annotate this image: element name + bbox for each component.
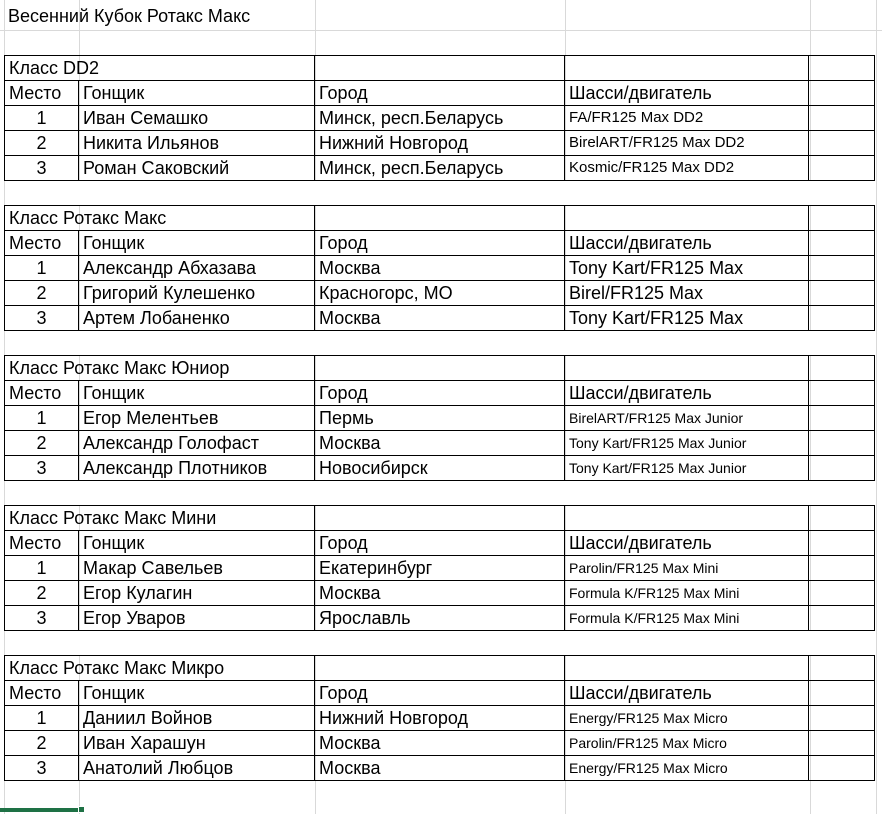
empty-cell[interactable] — [79, 331, 315, 356]
class-name-row — [5, 656, 875, 681]
chassis-cell[interactable]: Birel/FR125 Max — [565, 281, 809, 306]
city-cell[interactable]: Москва — [315, 431, 565, 456]
header-place[interactable]: Место — [5, 681, 79, 706]
empty-cell[interactable] — [5, 331, 79, 356]
place-cell[interactable]: 1 — [5, 706, 79, 731]
empty-cell[interactable] — [809, 356, 875, 381]
empty-cell[interactable] — [5, 631, 79, 656]
place-cell[interactable]: 3 — [5, 756, 79, 781]
empty-cell[interactable] — [5, 481, 79, 506]
class-name-row — [5, 356, 875, 381]
empty-cell[interactable] — [315, 631, 565, 656]
empty-cell[interactable] — [809, 306, 875, 331]
header-city[interactable]: Город — [315, 681, 565, 706]
header-row — [5, 81, 875, 106]
empty-cell[interactable] — [315, 206, 565, 231]
driver-cell[interactable]: Макар Савельев — [79, 556, 315, 581]
chassis-cell[interactable]: BirelART/FR125 Max DD2 — [565, 131, 809, 156]
table-row — [5, 756, 875, 781]
empty-cell[interactable] — [809, 331, 875, 356]
selected-cell-indicator — [0, 808, 80, 812]
empty-cell[interactable] — [809, 256, 875, 281]
city-cell[interactable]: Екатеринбург — [315, 556, 565, 581]
empty-cell[interactable] — [809, 681, 875, 706]
fill-handle[interactable] — [78, 806, 85, 813]
chassis-cell[interactable]: Formula K/FR125 Max Mini — [565, 581, 809, 606]
header-place[interactable]: Место — [5, 531, 79, 556]
class-name-cell[interactable]: Класс DD2 — [5, 56, 315, 81]
empty-cell[interactable] — [79, 181, 315, 206]
class-name-row — [5, 506, 875, 531]
header-city[interactable]: Город — [315, 381, 565, 406]
empty-cell[interactable] — [565, 481, 809, 506]
city-cell[interactable]: Москва — [315, 731, 565, 756]
empty-cell[interactable] — [315, 656, 565, 681]
city-cell[interactable]: Нижний Новгород — [315, 131, 565, 156]
empty-cell[interactable] — [315, 56, 565, 81]
empty-cell[interactable] — [809, 56, 875, 81]
table-row — [5, 706, 875, 731]
empty-cell[interactable] — [565, 331, 809, 356]
header-row — [5, 531, 875, 556]
spacer-row — [5, 181, 875, 206]
header-row — [5, 681, 875, 706]
city-cell[interactable]: Нижний Новгород — [315, 706, 565, 731]
driver-cell[interactable]: Григорий Кулешенко — [79, 281, 315, 306]
city-cell[interactable]: Москва — [315, 306, 565, 331]
driver-cell[interactable]: Егор Мелентьев — [79, 406, 315, 431]
empty-cell[interactable] — [809, 656, 875, 681]
empty-cell[interactable] — [809, 131, 875, 156]
driver-cell[interactable]: Иван Харашун — [79, 731, 315, 756]
header-chassis[interactable]: Шасси/двигатель — [565, 531, 809, 556]
empty-cell[interactable] — [809, 81, 875, 106]
table-row — [5, 256, 875, 281]
place-cell[interactable]: 3 — [5, 456, 79, 481]
city-cell[interactable]: Москва — [315, 581, 565, 606]
table-row — [5, 581, 875, 606]
chassis-cell[interactable]: Energy/FR125 Max Micro — [565, 756, 809, 781]
header-driver[interactable]: Гонщик — [79, 531, 315, 556]
header-driver[interactable]: Гонщик — [79, 231, 315, 256]
chassis-cell[interactable]: BirelART/FR125 Max Junior — [565, 406, 809, 431]
driver-cell[interactable]: Александр Плотников — [79, 456, 315, 481]
header-row — [5, 231, 875, 256]
gridline — [876, 0, 877, 814]
header-driver[interactable]: Гонщик — [79, 681, 315, 706]
empty-cell[interactable] — [809, 406, 875, 431]
table-row — [5, 156, 875, 181]
empty-cell[interactable] — [809, 106, 875, 131]
table-row — [5, 406, 875, 431]
place-cell[interactable]: 2 — [5, 581, 79, 606]
place-cell[interactable]: 3 — [5, 606, 79, 631]
empty-cell[interactable] — [809, 506, 875, 531]
driver-cell[interactable]: Александр Абхазава — [79, 256, 315, 281]
empty-cell[interactable] — [809, 556, 875, 581]
city-cell[interactable]: Ярославль — [315, 606, 565, 631]
chassis-cell[interactable]: Tony Kart/FR125 Max Junior — [565, 431, 809, 456]
table-row — [5, 131, 875, 156]
header-city[interactable]: Город — [315, 531, 565, 556]
sheet-title-cell[interactable]: Весенний Кубок Ротакс Макс — [8, 6, 251, 26]
driver-cell[interactable]: Никита Ильянов — [79, 131, 315, 156]
place-cell[interactable]: 2 — [5, 281, 79, 306]
results-table — [4, 55, 875, 781]
table-row — [5, 106, 875, 131]
place-cell[interactable]: 1 — [5, 406, 79, 431]
empty-cell[interactable] — [809, 731, 875, 756]
empty-cell[interactable] — [809, 706, 875, 731]
empty-cell[interactable] — [79, 631, 315, 656]
empty-cell[interactable] — [565, 206, 809, 231]
header-place[interactable]: Место — [5, 81, 79, 106]
chassis-cell[interactable]: Kosmic/FR125 Max DD2 — [565, 156, 809, 181]
chassis-cell[interactable]: Tony Kart/FR125 Max — [565, 256, 809, 281]
empty-cell[interactable] — [315, 481, 565, 506]
empty-cell[interactable] — [809, 606, 875, 631]
chassis-cell[interactable]: FA/FR125 Max DD2 — [565, 106, 809, 131]
empty-cell[interactable] — [565, 506, 809, 531]
driver-cell[interactable]: Роман Саковский — [79, 156, 315, 181]
empty-cell[interactable] — [809, 431, 875, 456]
place-cell[interactable]: 1 — [5, 106, 79, 131]
driver-cell[interactable]: Александр Голофаст — [79, 431, 315, 456]
header-chassis[interactable]: Шасси/двигатель — [565, 81, 809, 106]
empty-cell[interactable] — [315, 181, 565, 206]
driver-cell[interactable]: Егор Уваров — [79, 606, 315, 631]
gridline — [0, 30, 882, 31]
empty-cell[interactable] — [809, 631, 875, 656]
place-cell[interactable]: 3 — [5, 156, 79, 181]
city-cell[interactable]: Новосибирск — [315, 456, 565, 481]
class-name-row — [5, 56, 875, 81]
class-name-cell[interactable]: Класс Ротакс Макс Мини — [5, 506, 315, 531]
driver-cell[interactable]: Даниил Войнов — [79, 706, 315, 731]
chassis-cell[interactable]: Tony Kart/FR125 Max Junior — [565, 456, 809, 481]
place-cell[interactable]: 2 — [5, 731, 79, 756]
spacer-row — [5, 331, 875, 356]
place-cell[interactable]: 1 — [5, 556, 79, 581]
class-name-cell[interactable]: Класс Ротакс Макс Микро — [5, 656, 315, 681]
place-cell[interactable]: 2 — [5, 431, 79, 456]
city-cell[interactable]: Пермь — [315, 406, 565, 431]
empty-cell[interactable] — [315, 506, 565, 531]
header-place[interactable]: Место — [5, 381, 79, 406]
chassis-cell[interactable]: Tony Kart/FR125 Max — [565, 306, 809, 331]
table-row — [5, 731, 875, 756]
driver-cell[interactable]: Иван Семашко — [79, 106, 315, 131]
empty-cell[interactable] — [565, 356, 809, 381]
table-row — [5, 281, 875, 306]
table-row — [5, 306, 875, 331]
spacer-row — [5, 481, 875, 506]
empty-cell[interactable] — [809, 456, 875, 481]
empty-cell[interactable] — [809, 206, 875, 231]
empty-cell[interactable] — [5, 181, 79, 206]
header-chassis[interactable]: Шасси/двигатель — [565, 381, 809, 406]
chassis-cell[interactable]: Energy/FR125 Max Micro — [565, 706, 809, 731]
class-name-row — [5, 206, 875, 231]
spacer-row — [5, 631, 875, 656]
place-cell[interactable]: 3 — [5, 306, 79, 331]
table-row — [5, 456, 875, 481]
header-driver[interactable]: Гонщик — [79, 381, 315, 406]
header-chassis[interactable]: Шасси/двигатель — [565, 231, 809, 256]
header-chassis[interactable]: Шасси/двигатель — [565, 681, 809, 706]
city-cell[interactable]: Москва — [315, 756, 565, 781]
city-cell[interactable]: Москва — [315, 256, 565, 281]
city-cell[interactable]: Красногорс, МО — [315, 281, 565, 306]
empty-cell[interactable] — [809, 481, 875, 506]
empty-cell[interactable] — [315, 331, 565, 356]
empty-cell[interactable] — [809, 156, 875, 181]
driver-cell[interactable]: Анатолий Любцов — [79, 756, 315, 781]
class-name-cell[interactable]: Класс Ротакс Макс — [5, 206, 315, 231]
table-row — [5, 556, 875, 581]
header-place[interactable]: Место — [5, 231, 79, 256]
empty-cell[interactable] — [809, 281, 875, 306]
empty-cell[interactable] — [79, 481, 315, 506]
chassis-cell[interactable]: Formula K/FR125 Max Mini — [565, 606, 809, 631]
class-name-cell[interactable]: Класс Ротакс Макс Юниор — [5, 356, 315, 381]
empty-cell[interactable] — [565, 181, 809, 206]
empty-cell[interactable] — [565, 56, 809, 81]
driver-cell[interactable]: Егор Кулагин — [79, 581, 315, 606]
chassis-cell[interactable]: Parolin/FR125 Max Micro — [565, 731, 809, 756]
header-driver[interactable]: Гонщик — [79, 81, 315, 106]
empty-cell[interactable] — [809, 181, 875, 206]
empty-cell[interactable] — [809, 756, 875, 781]
driver-cell[interactable]: Артем Лобаненко — [79, 306, 315, 331]
header-row — [5, 381, 875, 406]
header-city[interactable]: Город — [315, 81, 565, 106]
empty-cell[interactable] — [565, 656, 809, 681]
place-cell[interactable]: 1 — [5, 256, 79, 281]
empty-cell[interactable] — [315, 356, 565, 381]
empty-cell[interactable] — [809, 531, 875, 556]
chassis-cell[interactable]: Parolin/FR125 Max Mini — [565, 556, 809, 581]
city-cell[interactable]: Минск, респ.Беларусь — [315, 156, 565, 181]
empty-cell[interactable] — [565, 631, 809, 656]
header-city[interactable]: Город — [315, 231, 565, 256]
table-row — [5, 431, 875, 456]
place-cell[interactable]: 2 — [5, 131, 79, 156]
empty-cell[interactable] — [809, 581, 875, 606]
city-cell[interactable]: Минск, респ.Беларусь — [315, 106, 565, 131]
table-row — [5, 606, 875, 631]
empty-cell[interactable] — [809, 231, 875, 256]
empty-cell[interactable] — [809, 381, 875, 406]
